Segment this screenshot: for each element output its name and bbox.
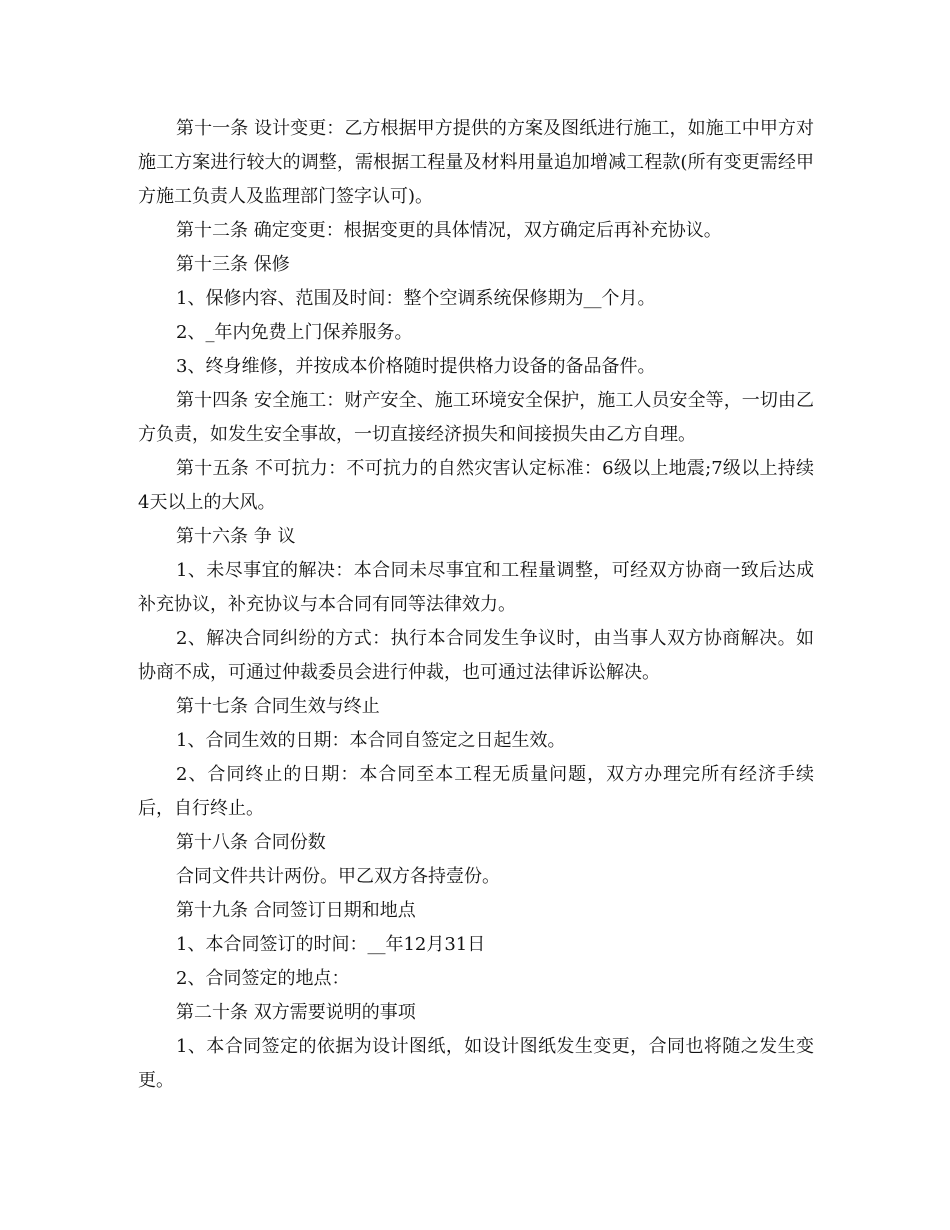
heading-article-19: 第十九条 合同签订日期和地点 [176,900,416,921]
paragraph-notes-1: 1、本合同签定的依据为设计图纸，如设计图纸发生变更，合同也将随之发生变更。 [138,1036,814,1091]
paragraph-article-15: 第十五条 不可抗力：不可抗力的自然灾害认定标准：6级以上地震;7级以上持续4天以上的大风。 [138,458,814,513]
paragraph-dispute-2: 2、解决合同纠纷的方式：执行本合同发生争议时，由当事人双方协商解决。如协商不成，可通过仲裁委员会进行仲裁，也可通过法律诉讼解决。 [138,628,814,683]
paragraph-warranty-1: 1、保修内容、范围及时间：整个空调系统保修期为__个月。 [176,288,656,309]
paragraph-dispute-1: 1、未尽事宜的解决：本合同未尽事宜和工程量调整，可经双方协商一致后达成补充协议，补充协议与本合同有同等法律效力。 [138,560,814,615]
heading-article-17: 第十七条 合同生效与终止 [176,696,380,717]
heading-article-18: 第十八条 合同份数 [176,832,326,853]
paragraph-effective-2: 2、合同终止的日期：本合同至本工程无质量问题，双方办理完所有经济手续后，自行终止。 [138,764,814,819]
heading-article-13: 第十三条 保修 [176,254,290,275]
paragraph-warranty-3: 3、终身维修，并按成本价格随时提供格力设备的备品备件。 [176,356,656,377]
paragraph-effective-1: 1、合同生效的日期：本合同自签定之日起生效。 [176,730,566,751]
paragraph-warranty-2: 2、_年内免费上门保养服务。 [176,322,413,343]
heading-article-16: 第十六条 争 议 [176,526,296,547]
heading-article-20: 第二十条 双方需要说明的事项 [176,1002,416,1023]
paragraph-article-14: 第十四条 安全施工：财产安全、施工环境安全保护，施工人员安全等，一切由乙方负责，如发生安全事故，一切直接经济损失和间接损失由乙方自理。 [138,390,814,445]
paragraph-signing-1: 1、本合同签订的时间：__年12月31日 [176,934,486,955]
document-body [138,112,814,1098]
paragraph-copies: 合同文件共计两份。甲乙双方各持壹份。 [176,866,500,887]
paragraph-article-11: 第十一条 设计变更：乙方根据甲方提供的方案及图纸进行施工，如施工中甲方对施工方案进行较大的调整，需根据工程量及材料用量追加增减工程款(所有变更需经甲方施工负责人及监理部门签字认可)。 [138,118,814,207]
paragraph-article-12: 第十二条 确定变更：根据变更的具体情况，双方确定后再补充协议。 [176,220,722,241]
paragraph-signing-2: 2、合同签定的地点： [176,968,350,989]
